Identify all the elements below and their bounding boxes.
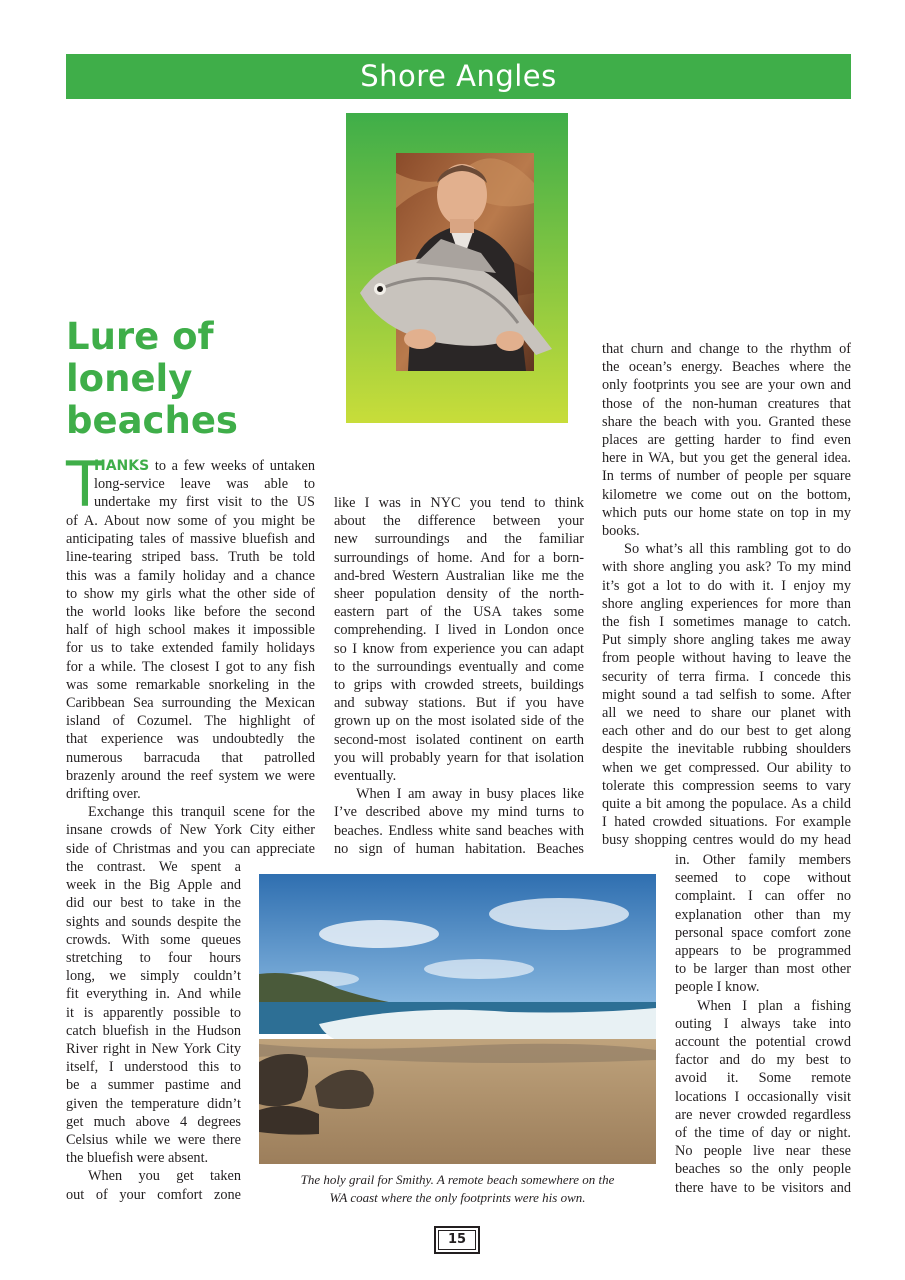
- text-line: [94, 457, 315, 475]
- text-line: factor and do my best to: [675, 1052, 851, 1069]
- photo-caption: [259, 1171, 656, 1207]
- text-line: week in the Big Apple and: [66, 877, 241, 894]
- column-1-opening: [94, 457, 315, 512]
- text-line: sights and sounds despite the: [66, 913, 241, 930]
- text-line: when we get compressed. Our ability to: [602, 759, 851, 776]
- caption-line: WA coast where the only footprints were his own.: [329, 1190, 586, 1205]
- text-line: from people without having to leave the: [602, 650, 851, 667]
- text-line: itself, I understood this to: [66, 1059, 241, 1076]
- text-line: complaint. I can offer no: [675, 888, 851, 905]
- text-line: to grips with crowded streets, buildings: [334, 677, 584, 694]
- text-line: second-most isolated continent on earth: [334, 731, 584, 748]
- text-line: to be larger than most other: [675, 961, 851, 978]
- text-line: eastern part of the USA takes some: [334, 604, 584, 621]
- text-line: half of high school makes it impossible: [66, 622, 315, 639]
- column-3-top: [602, 340, 851, 850]
- text-line: I hated crowded situations. For example: [602, 814, 851, 831]
- text-line: Celsius while we were there: [66, 1132, 241, 1149]
- text-line: to the surroundings eventually and come: [334, 658, 584, 675]
- text-line: sheer population density of the north-: [334, 586, 584, 603]
- text-line: explanation other than my: [675, 906, 851, 923]
- text-line: appears to be programmed: [675, 943, 851, 960]
- text-line: be a summer pastime and: [66, 1077, 241, 1094]
- text-line: I’ve described above my mind turns to: [334, 804, 584, 821]
- kicker: HANKS: [94, 458, 150, 474]
- text-line: anticipating tales of massive bluefish and: [66, 531, 315, 548]
- text-line: despite the inevitable rubbing shoulders: [602, 741, 851, 758]
- text-line: surroundings of home. And for a born-: [334, 549, 584, 566]
- column-3-wrap: [675, 851, 851, 1197]
- text-line: beaches so the only people: [675, 1161, 851, 1178]
- text-line: out of your comfort zone: [66, 1186, 241, 1203]
- portrait-photo: [346, 113, 568, 423]
- text-line: with shore angling you ask? To my mind: [602, 559, 851, 576]
- text-line: you will probably yearn for that isolation: [334, 749, 584, 766]
- drop-cap: T: [66, 448, 104, 521]
- text-line: was some remarkable snorkeling in the: [66, 676, 315, 693]
- text-line: the fish I sometimes manage to catch.: [602, 614, 851, 631]
- text-line: the bluefish were absent.: [66, 1150, 209, 1167]
- text-line: locations I occasionally visit: [675, 1088, 851, 1105]
- text-line: So what’s all this rambling got to do: [624, 541, 851, 558]
- text-line: security of terra firma. I concede this: [602, 668, 851, 685]
- text-line: about the difference between your: [334, 513, 584, 530]
- text-line: island of Cozumel. The highlight of: [66, 713, 315, 730]
- text-line: River right in New York City: [66, 1041, 241, 1058]
- text-line: people I know.: [675, 979, 760, 996]
- text-line: for us to take extended family holidays: [66, 640, 315, 657]
- text-line: get much above 4 degrees: [66, 1113, 241, 1130]
- text-line: line-tearing striped bass. Truth be told: [66, 549, 315, 566]
- text-line: quite a bit among the populace. As a child: [602, 796, 851, 813]
- text-line: brazenly around the reef system we were: [66, 767, 315, 784]
- text-line: it’s got a lot to do with it. I enjoy my: [602, 577, 851, 594]
- text-line: in. Other family members: [675, 852, 851, 868]
- text-line: which puts our home state on top in my: [602, 504, 851, 521]
- text-line: grown up on the most isolated side of the: [334, 713, 584, 730]
- text-line: to show my girls what the other side of: [66, 585, 315, 602]
- text-line: No people live near these: [675, 1143, 851, 1160]
- text-line: long, we simply couldn’t: [66, 968, 241, 985]
- text-line: busy shopping centres would do my head: [602, 832, 851, 849]
- text-line: it is apparently possible to: [66, 1004, 241, 1021]
- text-line: seemed to cope without: [675, 870, 851, 887]
- text-line: beaches. Endless white sand beaches with: [334, 822, 584, 839]
- text-line: the contrast. We spent a: [66, 859, 241, 875]
- headline-line: beaches: [66, 399, 238, 442]
- column-2: [334, 494, 584, 858]
- text-line: those of the non-human creatures that: [602, 395, 851, 412]
- text-line: no sign of human habitation. Beaches: [334, 840, 584, 857]
- text-line: books.: [602, 523, 640, 540]
- text-line: new surroundings and the familiar: [334, 531, 584, 548]
- text-line: for a while. The closest I got to any fish: [66, 658, 315, 675]
- text-line: did our best to take in the: [66, 895, 241, 912]
- text-line: of A. About now some of you might be: [66, 513, 315, 529]
- text-line: When you get taken: [88, 1168, 241, 1185]
- caption-line: The holy grail for Smithy. A remote beach somewhere on the: [300, 1172, 615, 1187]
- text-line: account the potential crowd: [675, 1034, 851, 1051]
- text-line: long-service leave was able to: [94, 476, 315, 493]
- text-line: are never crowded regardless: [675, 1106, 851, 1123]
- text-line: of the time of day or night.: [675, 1125, 851, 1142]
- text-line: that churn and change to the rhythm of: [602, 341, 851, 357]
- column-1-wrap: [66, 858, 241, 1204]
- text-line: share the beach with you. Granted these: [602, 413, 851, 430]
- text-line: outing I always take into: [675, 1015, 851, 1032]
- text-line: like I was in NYC you tend to think: [334, 495, 584, 511]
- text-line: Put simply shore angling takes me away: [602, 632, 851, 649]
- text-line: the ocean’s energy. Beaches where the: [602, 359, 851, 376]
- text-line: personal space comfort zone: [675, 924, 851, 941]
- text-line: eventually.: [334, 768, 397, 785]
- headline-line: lonely: [66, 357, 193, 400]
- article-headline: [66, 316, 326, 442]
- text-line: so I know from experience you can adapt: [334, 640, 584, 657]
- text-line: Exchange this tranquil scene for the: [88, 804, 315, 821]
- text-line: insane crowds of New York City either: [66, 822, 315, 839]
- text-line: that experience was undoubtedly the: [66, 731, 315, 748]
- text-line: undertake my first visit to the US: [94, 494, 315, 511]
- text-line: When I am away in busy places like: [356, 786, 584, 803]
- text-line: the world looks like before the second: [66, 604, 315, 621]
- section-title: Shore Angles: [360, 59, 557, 93]
- text-line: catch bluefish in the Hudson: [66, 1022, 241, 1039]
- text-line: places are getting harder to find even: [602, 432, 851, 449]
- text-line: might sound a tad selfish to some. After: [602, 686, 851, 703]
- text-line: In terms of number of people per square: [602, 468, 851, 485]
- text-line: kilometre we come out on the bottom,: [602, 486, 851, 503]
- headline-line: Lure of: [66, 315, 214, 358]
- text-line: side of Christmas and you can appreciate: [66, 840, 315, 857]
- text-line: numerous barracuda that patrolled: [66, 749, 315, 766]
- text-line: here in WA, but you get the general idea.: [602, 450, 851, 467]
- text-line: stretching to four hours: [66, 950, 241, 967]
- text-line: When I plan a fishing: [697, 997, 851, 1014]
- text-line: drifting over.: [66, 786, 141, 803]
- text-line: only footprints you see are your own and: [602, 377, 851, 394]
- column-1-body: [66, 512, 315, 858]
- text-line: and subway stations. But if you have: [334, 695, 584, 712]
- text-line: each other and do our best to get along: [602, 723, 851, 740]
- text-line: tolerate this compression seems to vary: [602, 777, 851, 794]
- section-banner: [66, 54, 851, 99]
- text-line: there have to be visitors and: [675, 1179, 851, 1196]
- text-line: shore angling experiences for more than: [602, 595, 851, 612]
- text-line: comprehending. I lived in London once: [334, 622, 584, 639]
- text-line: given the temperature didn’t: [66, 1095, 241, 1112]
- text-line: all we need to share our planet with: [602, 705, 851, 722]
- text-line: Caribbean Sea surrounding the Mexican: [66, 695, 315, 712]
- text-line: fit everything in. And while: [66, 986, 241, 1003]
- page-number: 15: [434, 1226, 480, 1254]
- text-line: avoid it. Some remote: [675, 1070, 851, 1087]
- text-fragment: to a few weeks of untaken: [149, 458, 315, 474]
- text-line: and-bred Western Australian like me the: [334, 567, 584, 584]
- text-line: crowds. With some queues: [66, 931, 241, 948]
- text-line: this was a family holiday and a chance: [66, 567, 315, 584]
- beach-photo: [259, 874, 656, 1164]
